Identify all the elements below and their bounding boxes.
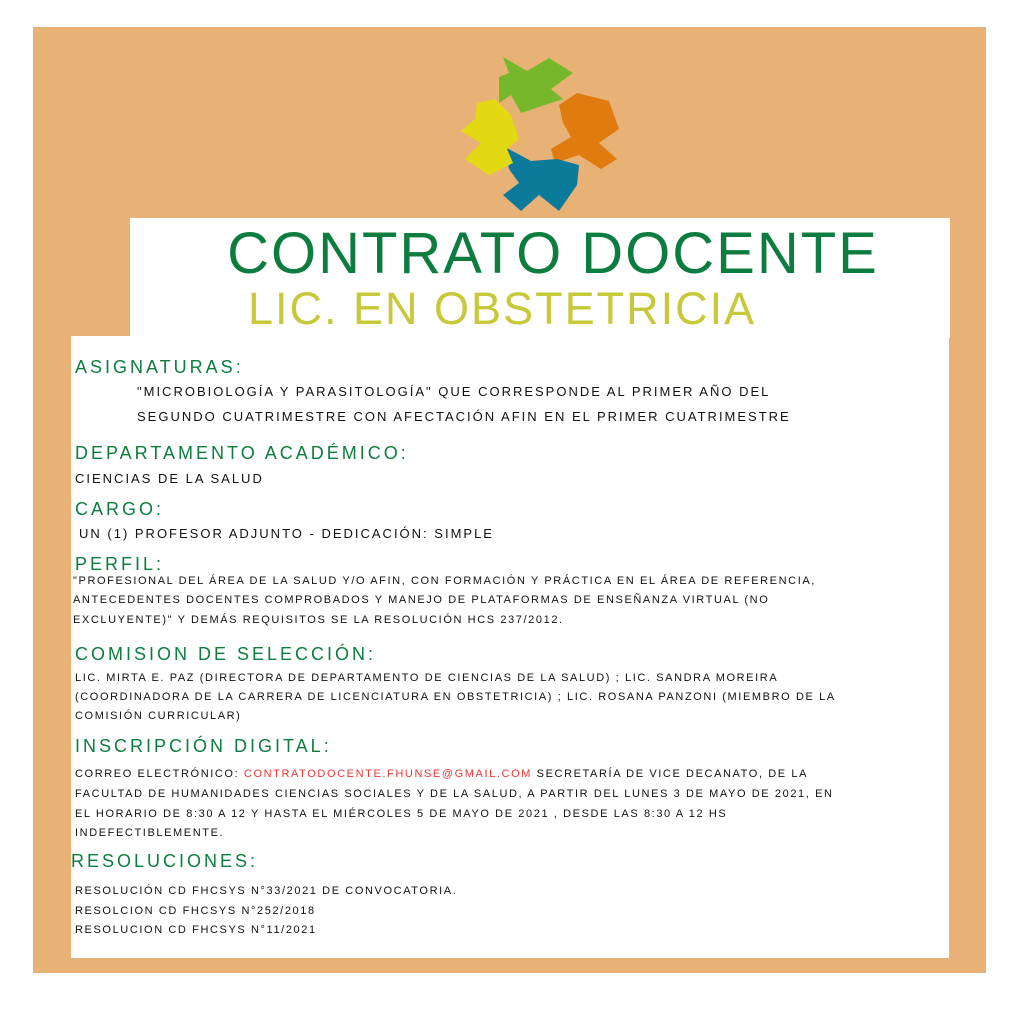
comision-line: LIC. MIRTA E. PAZ (DIRECTORA DE DEPARTAMENTO DE CIENCIAS DE LA SALUD) ; LIC. SANDRA MOREIRA (75, 672, 779, 684)
resoluciones-heading: RESOLUCIONES: (71, 851, 259, 871)
comision-line: (COORDINADORA DE LA CARRERA DE LICENCIATURA EN OBSTETRICIA) ; LIC. ROSANA PANZONI (MIEMBRO DE LA (75, 691, 836, 703)
inscripcion-heading: INSCRIPCIÓN DIGITAL: (75, 736, 332, 756)
inscripcion-line-rest: SECRETARÍA DE VICE DECANATO, DE LA (532, 768, 809, 780)
four-arrows-cycle-logo (459, 55, 625, 213)
inscripcion-line: FACULTAD DE HUMANIDADES CIENCIAS SOCIALES Y DE LA SALUD, A PARTIR DEL LUNES 3 DE MAYO DE 2021, EN (75, 788, 834, 800)
asignaturas-line: SEGUNDO CUATRIMESTRE CON AFECTACIÓN AFIN EN EL PRIMER CUATRIMESTRE (137, 409, 791, 424)
inscripcion-line: INDEFECTIBLEMENTE. (75, 827, 225, 839)
resolucion-item: RESOLUCIÓN CD FHCSYS N°33/2021 DE CONVOCATORIA. (75, 885, 458, 897)
title-box (130, 218, 950, 338)
departamento-heading: DEPARTAMENTO ACADÉMICO: (75, 443, 409, 463)
resolucion-item: RESOLUCION CD FHCSYS N°11/2021 (75, 924, 317, 936)
inscripcion-line (75, 767, 808, 781)
comision-heading: COMISION DE SELECCIÓN: (75, 644, 377, 664)
perfil-line: EXCLUYENTE)" Y DEMÁS REQUISITOS SE LA RESOLUCIÓN HCS 237/2012. (73, 614, 564, 626)
inscripcion-line: EL HORARIO DE 8:30 A 12 Y HASTA EL MIÉRCOLES 5 DE MAYO DE 2021 , DESDE LAS 8:30 A 12 HS (75, 808, 728, 820)
logo-yellow-arrow (461, 99, 519, 175)
perfil-heading: PERFIL: (75, 554, 165, 574)
perfil-line: "PROFESIONAL DEL ÁREA DE LA SALUD Y/O AFIN, CON FORMACIÓN Y PRÁCTICA EN EL ÁREA DE REFERENCIA, (73, 575, 816, 587)
page-title: CONTRATO DOCENTE (227, 221, 879, 286)
asignaturas-line: "MICROBIOLOGÍA Y PARASITOLOGÍA" QUE CORRESPONDE AL PRIMER AÑO DEL (137, 384, 771, 399)
email-label: CORREO ELECTRÓNICO: (75, 768, 244, 780)
cargo-text: UN (1) PROFESOR ADJUNTO - DEDICACIÓN: SIMPLE (79, 526, 494, 541)
cargo-heading: CARGO: (75, 499, 165, 519)
email-link[interactable]: CONTRATODOCENTE.FHUNSE@GMAIL.COM (243, 768, 532, 780)
page-subtitle: LIC. EN OBSTETRICIA (248, 283, 757, 334)
resolucion-item: RESOLCION CD FHCSYS N°252/2018 (75, 905, 316, 917)
logo-orange-arrow (551, 93, 619, 169)
perfil-line: ANTECEDENTES DOCENTES COMPROBADOS Y MANEJO DE PLATAFORMAS DE ENSEÑANZA VIRTUAL (NO (73, 594, 770, 606)
content-panel (71, 336, 949, 958)
departamento-text: CIENCIAS DE LA SALUD (75, 471, 264, 486)
comision-line: COMISIÓN CURRICULAR) (75, 710, 242, 722)
asignaturas-heading: ASIGNATURAS: (75, 357, 244, 377)
